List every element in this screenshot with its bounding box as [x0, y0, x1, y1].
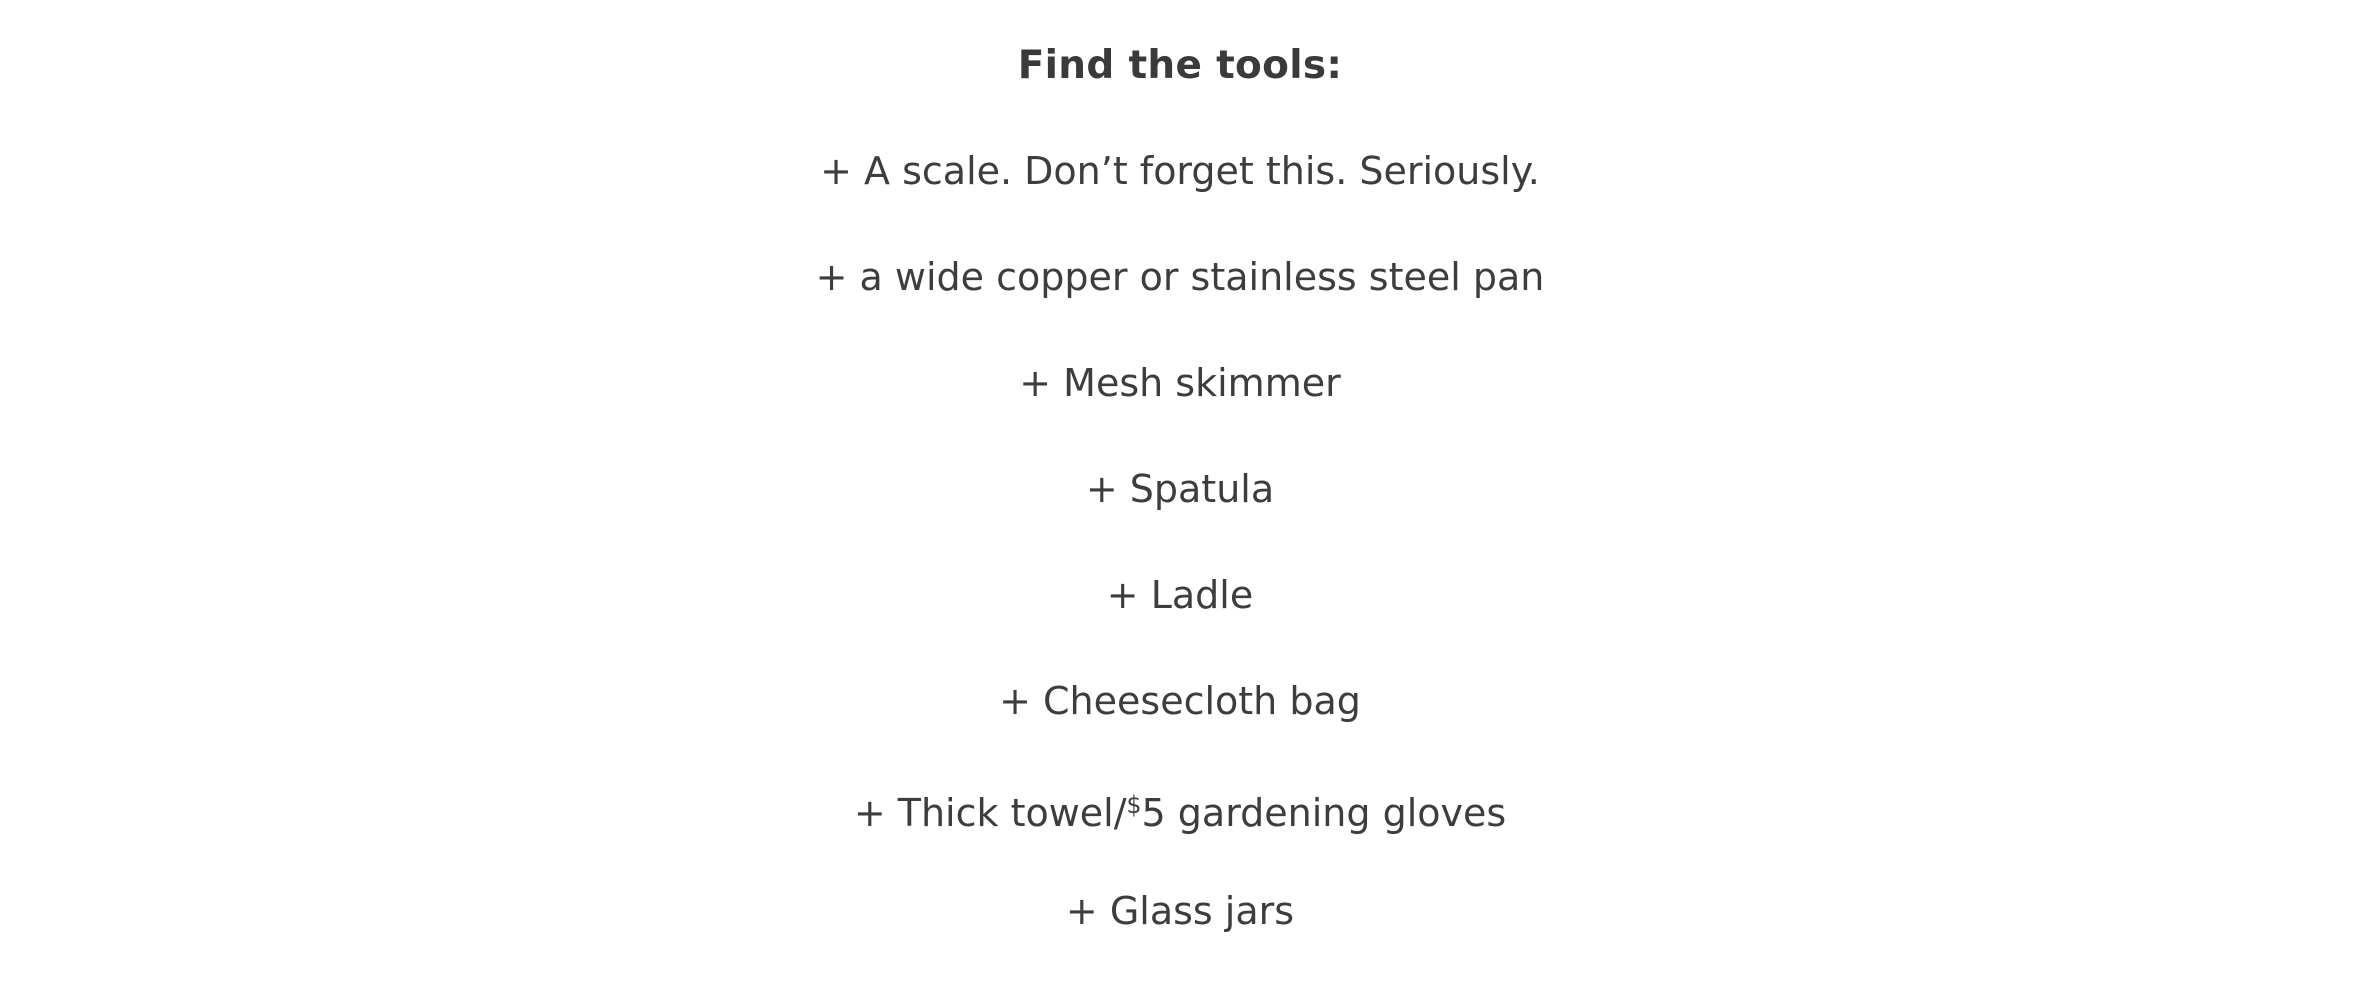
tool-item-cheesecloth-bag: + Cheesecloth bag: [999, 679, 1361, 723]
tool-item-scale: + A scale. Don’t forget this. Seriously.: [820, 149, 1540, 193]
dollar-sign: $: [1126, 791, 1142, 819]
tool-item-towel-gloves-prefix: + Thick towel/: [853, 790, 1127, 835]
tool-item-mesh-skimmer: + Mesh skimmer: [1019, 361, 1341, 405]
tool-item-spatula: + Spatula: [1085, 467, 1275, 511]
tool-item-glass-jars: + Glass jars: [1065, 889, 1295, 933]
tool-item-towel-gloves: [0, 777, 2360, 841]
tool-item-towel-gloves-suffix: 5 gardening gloves: [1141, 790, 1507, 835]
tool-item-ladle: + Ladle: [1106, 573, 1254, 617]
tools-heading: Find the tools:: [1017, 43, 1343, 88]
tool-item-pan: + a wide copper or stainless steel pan: [815, 255, 1545, 299]
